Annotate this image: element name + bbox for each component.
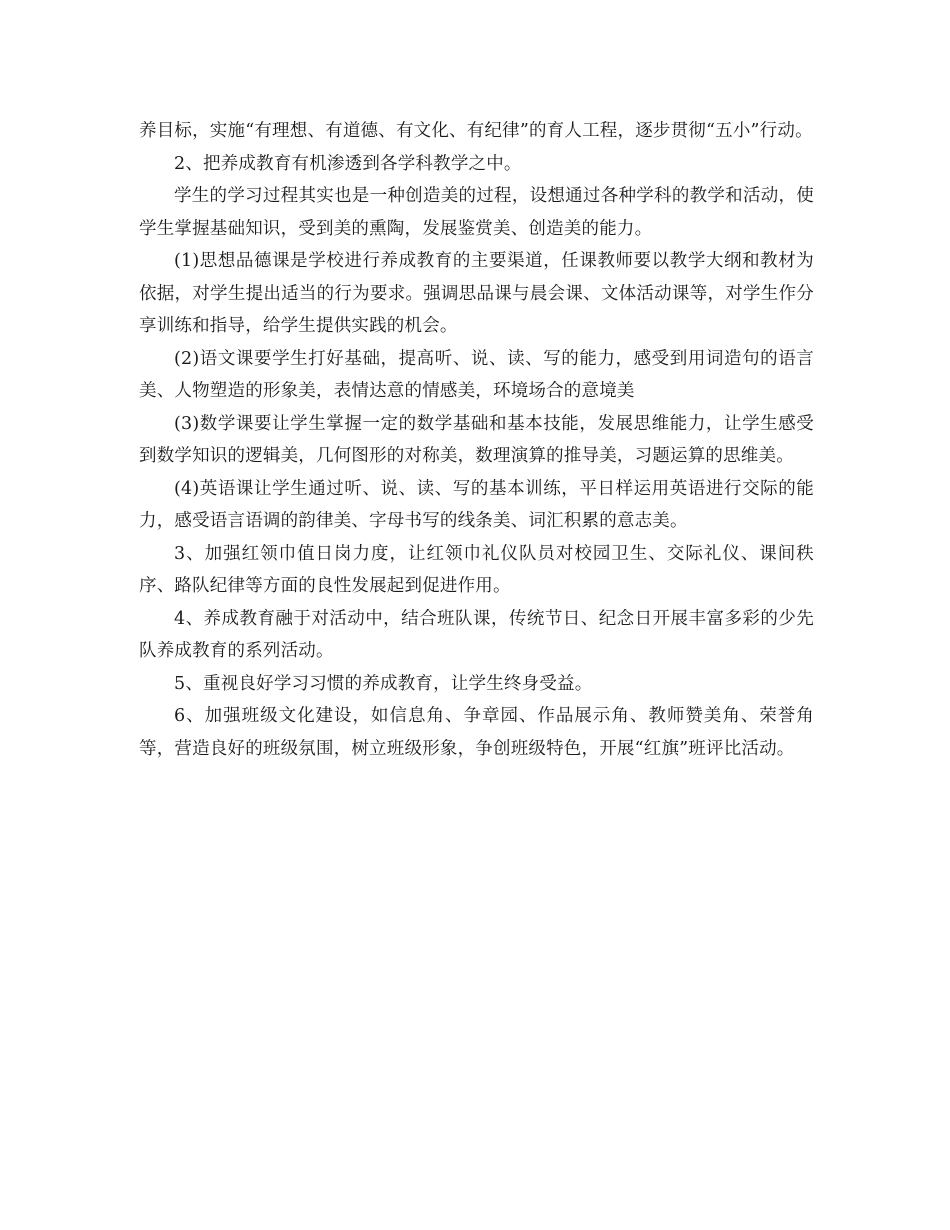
paragraph-11: 6、加强班级文化建设，如信息角、争章园、作品展示角、教师赞美角、荣誉角等，营造良好的班级氛围，树立班级形象，争创班级特色，开展“红旗”班评比活动。 — [139, 706, 814, 759]
paragraph-3: 学生的学习过程其实也是一种创造美的过程，设想通过各种学科的教学和活动，使学生掌握基础知识，受到美的熏陶，发展鉴赏美、创造美的能力。 — [139, 186, 814, 239]
paragraph-2: 2、把养成教育有机渗透到各学科教学之中。 — [174, 153, 522, 174]
paragraph-5: (2)语文课要学生打好基础，提高听、说、读、写的能力，感受到用词造句的语言美、人物塑造的形象美，表情达意的情感美，环境场合的意境美 — [139, 348, 814, 401]
document-body — [139, 115, 814, 765]
paragraph-4: (1)思想品德课是学校进行养成教育的主要渠道，任课教师要以教学大纲和教材为依据，对学生提出适当的行为要求。强调思品课与晨会课、文体活动课等，对学生作分享训练和指导，给学生提供实践的机会。 — [139, 251, 814, 336]
paragraph-6: (3)数学课要让学生掌握一定的数学基础和基本技能，发展思维能力，让学生感受到数学知识的逻辑美，几何图形的对称美，数理演算的推导美，习题运算的思维美。 — [139, 413, 814, 466]
paragraph-7: (4)英语课让学生通过听、说、读、写的基本训练，平日样运用英语进行交际的能力，感受语言语调的韵律美、字母书写的线条美、词汇积累的意志美。 — [139, 478, 814, 531]
paragraph-9: 4、养成教育融于对活动中，结合班队课，传统节日、纪念日开展丰富多彩的少先队养成教育的系列活动。 — [139, 608, 814, 661]
paragraph-8: 3、加强红领巾值日岗力度，让红领巾礼仪队员对校园卫生、交际礼仪、课间秩序、路队纪律等方面的良性发展起到促进作用。 — [139, 543, 814, 596]
paragraph-1: 养目标，实施“有理想、有道德、有文化、有纪律”的育人工程，逐步贯彻“五小”行动。 — [139, 121, 813, 141]
paragraph-10: 5、重视良好学习习惯的养成教育，让学生终身受益。 — [174, 673, 593, 694]
